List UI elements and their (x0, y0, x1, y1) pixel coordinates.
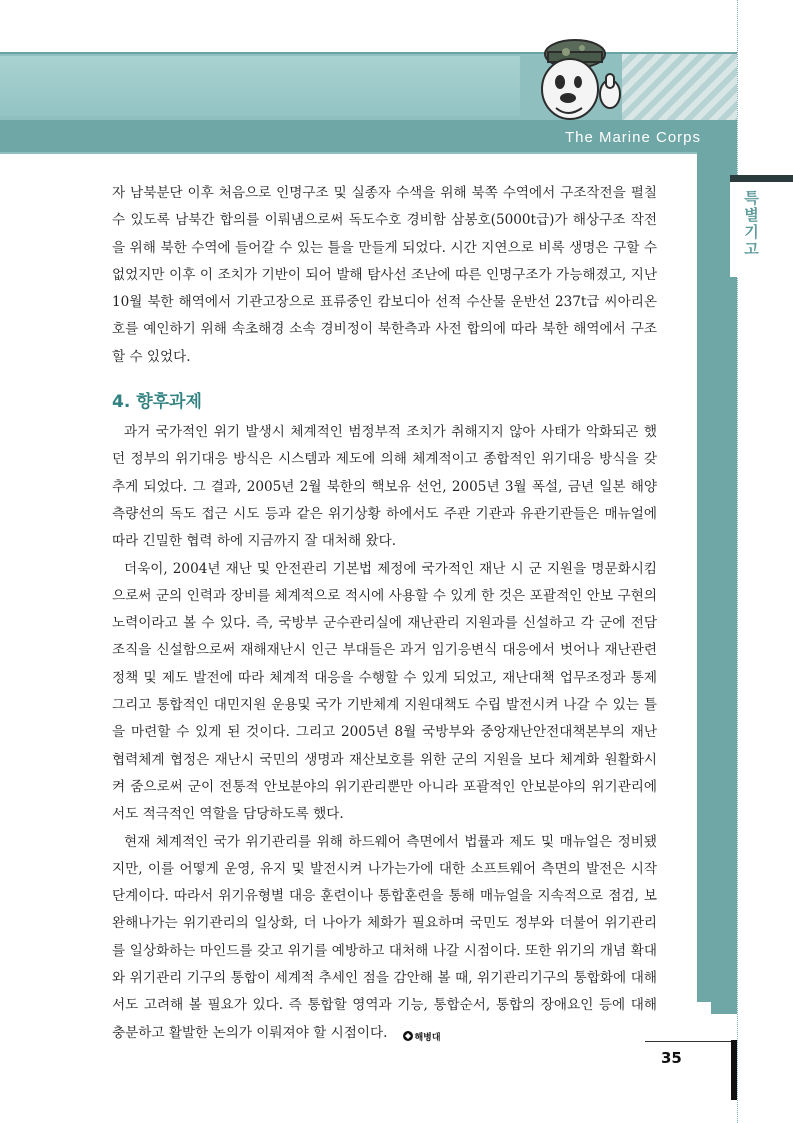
intro-paragraph: 자 남북분단 이후 처음으로 인명구조 및 실종자 수색을 위해 북쪽 수역에서 구조작전을 펼칠 수 있도록 남북간 합의를 이뤄냄으로써 독도수호 경비함 삼봉호(5000t급)가 해상구조 작전을 위해 북한 수역에 들어갈 수 있는 틀을 만들게 되었다. 시간 지연으로 비록 생명은 구할 수 없었지만 이후 이 조치가 기반이 되어 발해 탐사선 조난에 따른 인명구조가 가능해졌고, 지난 10월 북한 해역에서 기관고장으로 표류중인 캄보디아 선적 수산물 운반선 237t급 씨아리온호를 예인하기 위해 속초해경 소속 경비정이 북한측과 사전 합의에 따라 북한 해역에서 구조할 수 있었다. (112, 185, 657, 365)
margin-guide-line (737, 0, 738, 1123)
paragraph-last (112, 829, 657, 1052)
footer-bar (731, 1040, 737, 1100)
header-highlight (0, 56, 520, 116)
marine-corps-emblem-icon (402, 1030, 414, 1042)
footer-rule (645, 1041, 737, 1042)
marine-mascot-icon (520, 34, 630, 134)
page-number: 35 (661, 1049, 682, 1067)
paragraph: 더욱이, 2004년 재난 및 안전관리 기본법 제정에 국가적인 재난 시 군 지원을 명문화시킴으로써 군의 인력과 장비를 체계적으로 적시에 사용할 수 있게 한 것은 포괄적인 안보 구현의 노력이라고 볼 수 있다. 즉, 국방부 군수관리실에 재난관리 지원과를 신설하고 각 군에 전담조직을 신설함으로써 재해재난시 인근 부대들은 과거 임기응변식 대응에서 벗어나 재난관련 정책 및 제도 발전에 따라 체계적 대응을 수행할 수 있게 되었고, 재난대책 업무조정과 통제 그리고 통합적인 대민지원 운용및 국가 기반체계 지원대책도 수립 발전시켜 나갈 수 있는 틀을 마련할 수 있게 된 것이다. 그리고 2005년 8월 국방부와 중앙재난안전대책본부의 재난 협력체계 협정은 재난시 국민의 생명과 재산보호를 위한 군의 지원을 보다 체계화 원활화시켜 줌으로써 군이 전통적 안보분야의 위기관리뿐만 아니라 포괄적인 안보분야의 위기관리에서도 적극적인 역할을 담당하도록 했다. (112, 560, 657, 823)
end-logo-text: 해병대 (414, 1032, 441, 1043)
magazine-brand: The Marine Corps (564, 129, 701, 146)
right-accent-bar-tail (711, 1002, 737, 1014)
section-tab-label: 특별기고 (742, 190, 760, 258)
section-heading: 4. 향후과제 (112, 392, 202, 413)
paragraph-text: 현재 체계적인 국가 위기관리를 위해 하드웨어 측면에서 법률과 제도 및 매뉴얼은 정비됐지만, 이를 어떻게 운영, 유지 및 발전시켜 나가는가에 대한 소프트웨어 측면의 발전은 시작 단계이다. 따라서 위기유형별 대응 훈련이나 통합훈련을 통해 매뉴얼을 지속적으로 점검, 보완해나가는 위기관리의 일상화, 더 나아가 체화가 필요하며 국민도 정부와 더불어 위기관리를 일상화하는 마인드를 갖고 위기를 예방하고 대처해 나갈 시점이다. 또한 위기의 개념 확대와 위기관리 기구의 통합이 세계적 추세인 점을 감안해 볼 때, 위기관리기구의 통합화에 대해서도 고려해 볼 필요가 있다. 즉 통합할 영역과 기능, 통합순서, 통합의 장애요인 등에 대해 충분하고 활발한 논의가 이뤄져야 할 시점이다. (112, 833, 657, 1041)
paragraph: 과거 국가적인 위기 발생시 체계적인 범정부적 조치가 취해지지 않아 사태가 악화되곤 했던 정부의 위기대응 방식은 시스템과 제도에 의해 체계적이고 종합적인 위기대응 방식을 갖추게 되었다. 그 결과, 2005년 2월 북한의 핵보유 선언, 2005년 3월 폭설, 금년 일본 해양측량선의 독도 접근 시도 등과 같은 위기상황 하에서도 주관 기관과 유관기관들은 매뉴얼에 따라 긴밀한 협력 하에 지금까지 잘 대처해 왔다. (112, 424, 657, 550)
article-body (112, 180, 657, 1052)
end-mark (390, 1025, 440, 1052)
header-stripe-pattern (622, 54, 737, 120)
right-accent-bar (697, 152, 737, 1002)
